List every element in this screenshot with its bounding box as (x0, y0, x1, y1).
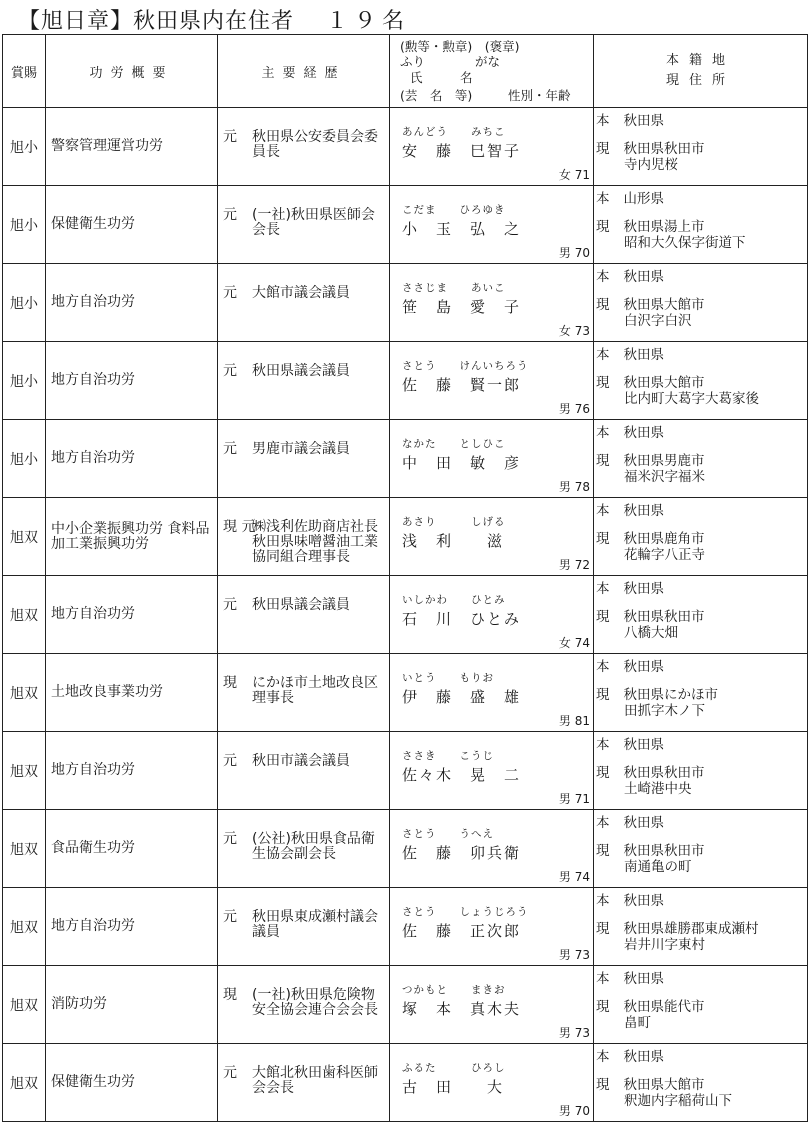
name-kanji: 小 玉 弘 之 (402, 220, 522, 238)
sex-age: 男 74 (558, 870, 590, 884)
career-prefix: 元 (223, 441, 237, 457)
name-cell (390, 732, 594, 810)
header-career: 主要経歴 (218, 35, 390, 108)
career-prefix: 元 (223, 753, 237, 769)
genjusho-label: 現 (596, 1077, 610, 1093)
genjusho-value: 秋田県雄勝郡東成瀬村 (623, 921, 759, 937)
title-text: 【旭日章】秋田県内在住者 (18, 9, 295, 34)
honseki-value: 秋田県 (623, 971, 664, 987)
name-cell (390, 1044, 594, 1122)
name-cell (390, 186, 594, 264)
merit-summary: 土地改良事業功労 (46, 654, 218, 732)
name-kanji: 古 田 大 (402, 1078, 505, 1096)
header-name-furigana: ふり がな (400, 54, 501, 69)
table-row (3, 966, 808, 1044)
name-cell (390, 498, 594, 576)
career-cell (218, 966, 390, 1044)
genjusho-detail: 寺内児桜 (624, 157, 678, 173)
name-furigana: なかた としひこ (402, 438, 506, 450)
career-text: 秋田県公安委員会委員長 (252, 129, 378, 160)
honseki (596, 811, 664, 831)
career-text: 秋田県議会議員 (252, 363, 350, 379)
honseki (596, 733, 664, 753)
genjusho-detail: 釈迦内字稲荷山下 (624, 1093, 732, 1109)
honseki-label: 本 (596, 893, 610, 909)
genjusho-label: 現 (596, 921, 610, 937)
sex-age: 男 76 (558, 402, 590, 416)
name-kanji: 安 藤 巳智子 (402, 142, 522, 160)
honseki (596, 343, 664, 363)
genjusho-value: 秋田県秋田市 (623, 141, 705, 157)
honseki-label: 本 (596, 659, 610, 675)
career-prefix: 現 (223, 675, 237, 691)
genjusho-value: 秋田県秋田市 (623, 843, 705, 859)
honseki-label: 本 (596, 1049, 610, 1065)
address-cell (594, 810, 808, 888)
name-cell (390, 420, 594, 498)
career-prefix: 現 (223, 987, 237, 1003)
name-kanji: 佐 藤 卯兵衛 (402, 844, 522, 862)
name-kanji: 石 川 ひとみ (402, 610, 522, 628)
address-cell (594, 1044, 808, 1122)
sex-age: 男 81 (558, 714, 590, 728)
sex-age: 男 70 (558, 246, 590, 260)
career-text: (一社)秋田県医師会会長 (252, 207, 375, 238)
career-cell (218, 732, 390, 810)
genjusho-detail: 白沢字白沢 (624, 313, 692, 329)
table-row (3, 810, 808, 888)
career-text: ㈱浅利佐助商店社長 秋田県味噌醤油工業協同組合理事長 (252, 519, 378, 565)
award-grade: 旭双 (3, 966, 46, 1044)
genjusho-value: 秋田県鹿角市 (623, 531, 705, 547)
address-cell (594, 420, 808, 498)
genjusho-detail: 昭和大久保字街道下 (624, 235, 746, 251)
header-address (594, 35, 808, 108)
genjusho-value: 秋田県湯上市 (623, 219, 705, 235)
name-furigana: あさり しげる (402, 516, 506, 528)
name-cell (390, 342, 594, 420)
honseki-label: 本 (596, 269, 610, 285)
table-header (3, 35, 808, 108)
career-cell (218, 342, 390, 420)
table-row (3, 498, 808, 576)
genjusho-detail: 田抓字木ノ下 (624, 703, 705, 719)
sex-age: 男 73 (558, 1026, 590, 1040)
honseki-label: 本 (596, 503, 610, 519)
award-grade: 旭小 (3, 264, 46, 342)
name-furigana: いしかわ ひとみ (402, 594, 506, 606)
name-furigana: いとう もりお (402, 672, 494, 684)
honseki (596, 109, 664, 129)
career-text: 秋田県議会議員 (252, 597, 350, 613)
address-cell (594, 654, 808, 732)
honseki-value: 秋田県 (623, 581, 664, 597)
career-cell (218, 420, 390, 498)
career-text: (一社)秋田県危険物安全協会連合会会長 (252, 987, 378, 1018)
genjusho-detail: 比内町大葛字大葛家後 (624, 391, 759, 407)
awardee-table (2, 34, 808, 1122)
honseki-value: 秋田県 (623, 659, 664, 675)
name-kanji: 中 田 敏 彦 (402, 454, 522, 472)
honseki-label: 本 (596, 113, 610, 129)
name-cell (390, 810, 594, 888)
merit-summary: 中小企業振興功労 食料品加工業振興功労 (46, 498, 218, 576)
name-cell (390, 264, 594, 342)
genjusho-label: 現 (596, 141, 610, 157)
header-name-geimei: (芸 名 等) (400, 88, 473, 103)
award-grade: 旭双 (3, 888, 46, 966)
name-kanji: 浅 利 滋 (402, 532, 505, 550)
sex-age: 男 73 (558, 948, 590, 962)
career-cell (218, 264, 390, 342)
genjusho-label: 現 (596, 999, 610, 1015)
name-furigana: ささじま あいこ (402, 282, 506, 294)
title-count: １９名 (326, 9, 411, 34)
honseki-value: 秋田県 (623, 347, 664, 363)
table-row (3, 342, 808, 420)
award-grade: 旭双 (3, 498, 46, 576)
career-prefix: 元 (223, 129, 237, 145)
career-text: 男鹿市議会議員 (252, 441, 350, 457)
table-row (3, 888, 808, 966)
award-grade: 旭小 (3, 342, 46, 420)
award-grade: 旭双 (3, 810, 46, 888)
honseki-label: 本 (596, 347, 610, 363)
address-cell (594, 732, 808, 810)
name-cell (390, 654, 594, 732)
career-text: (公社)秋田県食品衛生協会副会長 (252, 831, 375, 862)
sex-age: 女 73 (558, 324, 590, 338)
genjusho-detail: 南通亀の町 (624, 859, 692, 875)
career-prefix: 現 元 (223, 519, 256, 535)
header-name-sexage: 性別・年齢 (508, 88, 571, 103)
career-cell (218, 1044, 390, 1122)
address-cell (594, 498, 808, 576)
genjusho-label: 現 (596, 297, 610, 313)
header-name (390, 35, 594, 108)
sex-age: 女 71 (558, 168, 590, 182)
career-cell (218, 186, 390, 264)
genjusho-value: 秋田県能代市 (623, 999, 705, 1015)
honseki-value: 秋田県 (623, 893, 664, 909)
career-text: 大館市議会議員 (252, 285, 350, 301)
honseki (596, 187, 664, 207)
table-row (3, 732, 808, 810)
genjusho-value: 秋田県大館市 (623, 1077, 705, 1093)
career-prefix: 元 (223, 285, 237, 301)
table-row (3, 108, 808, 186)
header-name-shimei: 氏 名 (410, 70, 473, 85)
name-furigana: つかもと まきお (402, 984, 506, 996)
honseki-value: 秋田県 (623, 737, 664, 753)
genjusho-detail: 八橋大畑 (624, 625, 678, 641)
merit-summary: 地方自治功労 (46, 342, 218, 420)
header-honseki: 本籍地 (665, 53, 735, 68)
genjusho-detail: 畠町 (624, 1015, 651, 1031)
career-text: 秋田県東成瀬村議会議員 (252, 909, 378, 940)
address-cell (594, 264, 808, 342)
genjusho-label: 現 (596, 453, 610, 469)
table-row (3, 264, 808, 342)
honseki (596, 1045, 664, 1065)
name-cell (390, 108, 594, 186)
name-kanji: 佐 藤 正次郎 (402, 922, 522, 940)
genjusho-value: 秋田県大館市 (623, 297, 705, 313)
honseki (596, 655, 664, 675)
merit-summary: 地方自治功労 (46, 888, 218, 966)
address-cell (594, 888, 808, 966)
name-kanji: 佐 藤 賢一郎 (402, 376, 522, 394)
career-cell (218, 888, 390, 966)
table-row (3, 186, 808, 264)
honseki (596, 577, 664, 597)
name-furigana: あんどう みちこ (402, 126, 506, 138)
name-cell (390, 966, 594, 1044)
genjusho-value: 秋田県にかほ市 (623, 687, 718, 703)
award-grade: 旭双 (3, 654, 46, 732)
merit-summary: 保健衛生功労 (46, 1044, 218, 1122)
sex-age: 男 72 (558, 558, 590, 572)
table-row (3, 654, 808, 732)
sex-age: 男 78 (558, 480, 590, 494)
page-title (18, 4, 410, 34)
honseki (596, 421, 664, 441)
table-row (3, 576, 808, 654)
name-furigana: ささき こうじ (402, 750, 494, 762)
honseki-value: 山形県 (623, 191, 664, 207)
name-kanji: 塚 本 真木夫 (402, 1000, 522, 1018)
award-grade: 旭双 (3, 732, 46, 810)
career-prefix: 元 (223, 1065, 237, 1081)
header-grade: 賞賜 (3, 35, 46, 108)
address-cell (594, 186, 808, 264)
header-genjusho: 現住所 (665, 73, 735, 88)
career-text: 秋田市議会議員 (252, 753, 350, 769)
name-cell (390, 576, 594, 654)
sex-age: 女 74 (558, 636, 590, 650)
merit-summary: 地方自治功労 (46, 576, 218, 654)
name-cell (390, 888, 594, 966)
honseki-value: 秋田県 (623, 1049, 664, 1065)
career-prefix: 元 (223, 363, 237, 379)
honseki-value: 秋田県 (623, 815, 664, 831)
table-row (3, 1044, 808, 1122)
address-cell (594, 576, 808, 654)
genjusho-detail: 花輪字八正寺 (624, 547, 705, 563)
award-grade: 旭小 (3, 420, 46, 498)
honseki (596, 499, 664, 519)
career-prefix: 元 (223, 831, 237, 847)
honseki-value: 秋田県 (623, 113, 664, 129)
merit-summary: 保健衛生功労 (46, 186, 218, 264)
award-grade: 旭双 (3, 1044, 46, 1122)
address-cell (594, 966, 808, 1044)
honseki-label: 本 (596, 971, 610, 987)
table-row (3, 420, 808, 498)
name-furigana: こだま ひろゆき (402, 204, 506, 216)
career-cell (218, 498, 390, 576)
career-prefix: 元 (223, 597, 237, 613)
genjusho-value: 秋田県男鹿市 (623, 453, 705, 469)
honseki (596, 265, 664, 285)
honseki-value: 秋田県 (623, 425, 664, 441)
table-body (3, 108, 808, 1122)
merit-summary: 警察管理運営功労 (46, 108, 218, 186)
sex-age: 男 70 (558, 1104, 590, 1118)
genjusho-detail: 岩井川字東村 (624, 937, 705, 953)
genjusho-value: 秋田県秋田市 (623, 765, 705, 781)
merit-summary: 地方自治功労 (46, 264, 218, 342)
career-cell (218, 654, 390, 732)
address-cell (594, 342, 808, 420)
honseki (596, 889, 664, 909)
career-prefix: 元 (223, 909, 237, 925)
career-text: 大館北秋田歯科医師会会長 (252, 1065, 378, 1096)
award-grade: 旭小 (3, 108, 46, 186)
genjusho-label: 現 (596, 843, 610, 859)
merit-summary: 地方自治功労 (46, 420, 218, 498)
header-name-rank: (勲等・勲章) (褒章) (400, 39, 520, 54)
honseki-label: 本 (596, 191, 610, 207)
honseki (596, 967, 664, 987)
name-kanji: 笹 島 愛 子 (402, 298, 522, 316)
career-text: にかほ市土地改良区理事長 (252, 675, 378, 706)
genjusho-detail: 福米沢字福米 (624, 469, 705, 485)
merit-summary: 消防功労 (46, 966, 218, 1044)
genjusho-detail: 土崎港中央 (624, 781, 692, 797)
merit-summary: 食品衛生功労 (46, 810, 218, 888)
honseki-value: 秋田県 (623, 269, 664, 285)
name-furigana: ふるた ひろし (402, 1062, 506, 1074)
address-cell (594, 108, 808, 186)
honseki-label: 本 (596, 815, 610, 831)
genjusho-value: 秋田県秋田市 (623, 609, 705, 625)
genjusho-label: 現 (596, 375, 610, 391)
genjusho-label: 現 (596, 531, 610, 547)
name-furigana: さとう しょうじろう (402, 906, 529, 918)
honseki-label: 本 (596, 581, 610, 597)
name-kanji: 伊 藤 盛 雄 (402, 688, 522, 706)
name-furigana: さとう うへえ (402, 828, 494, 840)
merit-summary: 地方自治功労 (46, 732, 218, 810)
award-grade: 旭双 (3, 576, 46, 654)
genjusho-label: 現 (596, 219, 610, 235)
career-prefix: 元 (223, 207, 237, 223)
honseki-value: 秋田県 (623, 503, 664, 519)
header-merit: 功労概要 (46, 35, 218, 108)
career-cell (218, 576, 390, 654)
name-kanji: 佐々木 晃 二 (402, 766, 522, 784)
award-grade: 旭小 (3, 186, 46, 264)
honseki-label: 本 (596, 737, 610, 753)
sex-age: 男 71 (558, 792, 590, 806)
career-cell (218, 810, 390, 888)
honseki-label: 本 (596, 425, 610, 441)
name-furigana: さとう けんいちろう (402, 360, 529, 372)
genjusho-label: 現 (596, 609, 610, 625)
genjusho-value: 秋田県大館市 (623, 375, 705, 391)
genjusho-label: 現 (596, 765, 610, 781)
career-cell (218, 108, 390, 186)
genjusho-label: 現 (596, 687, 610, 703)
